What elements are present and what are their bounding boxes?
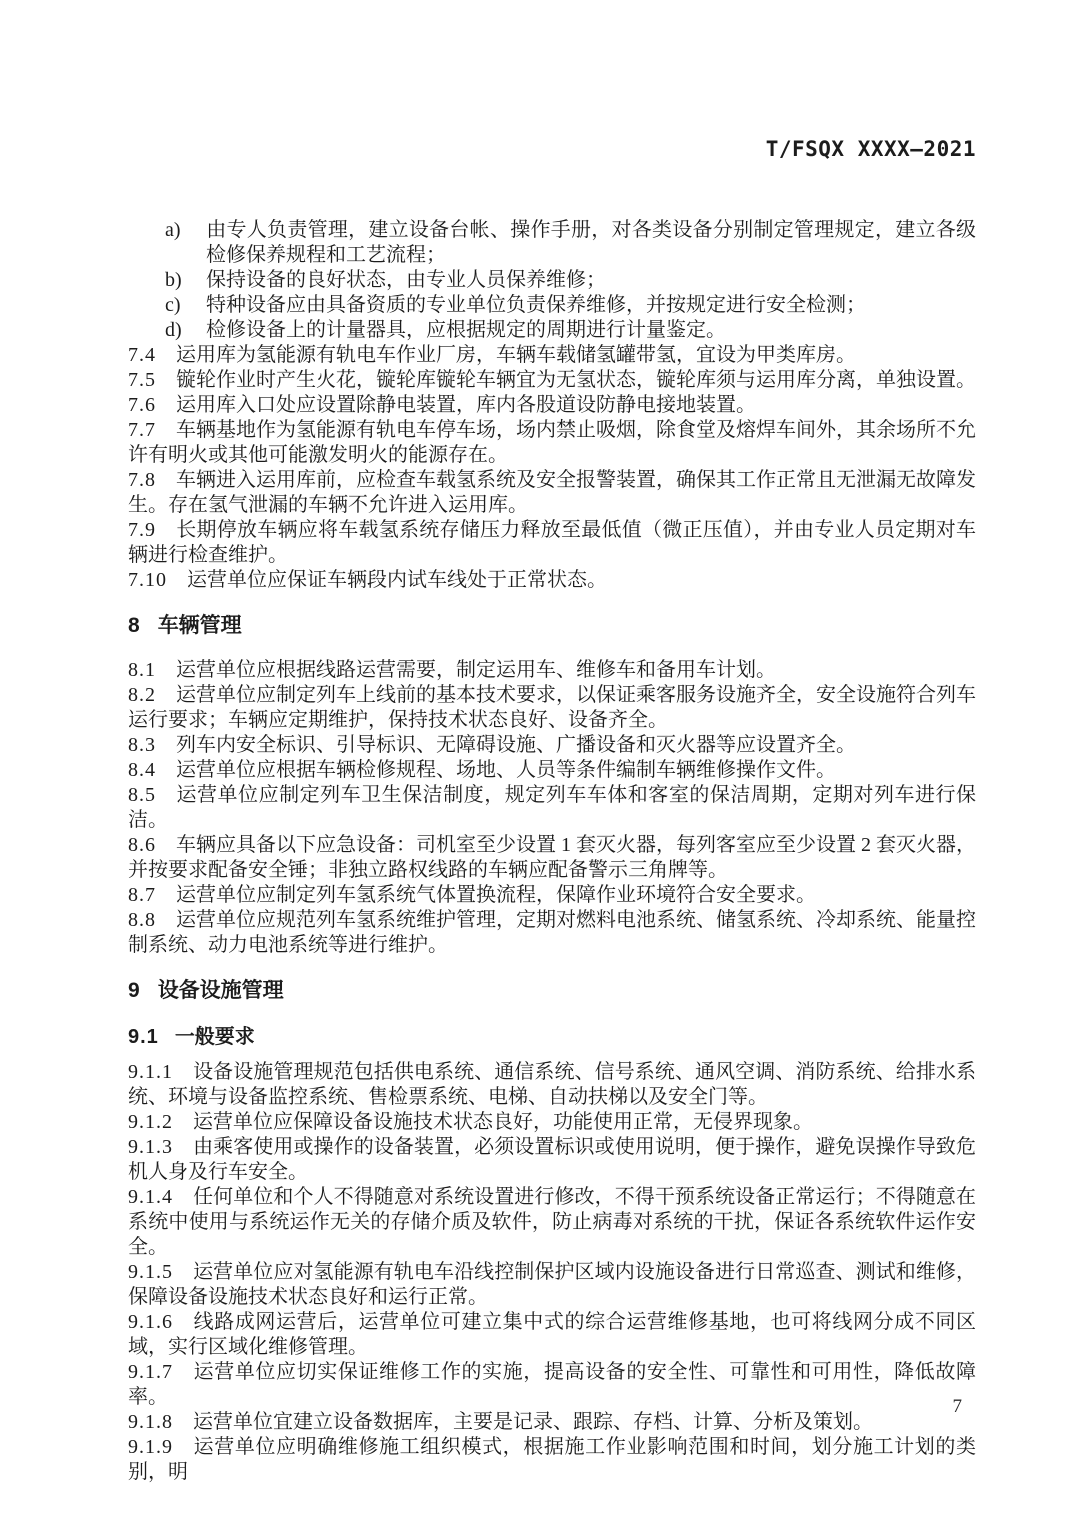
list-item	[128, 318, 976, 343]
page-number: 7	[952, 1396, 962, 1417]
clause-number: 9.1.8	[128, 1411, 173, 1433]
list-item-text: 检修设备上的计量器具，应根据规定的周期进行计量鉴定。	[206, 319, 726, 341]
clause	[128, 1360, 976, 1410]
section-title: 设备设施管理	[157, 979, 284, 1002]
clause-number: 8.5	[128, 784, 156, 806]
clause	[128, 658, 976, 683]
clause-number: 7.7	[128, 419, 156, 441]
subsection-heading-9-1	[128, 1025, 976, 1050]
doc-code: T/FSQX XXXX—2021	[765, 137, 976, 161]
clause-number: 7.9	[128, 519, 156, 541]
clause	[128, 343, 976, 368]
clause	[128, 393, 976, 418]
clause-number: 8.2	[128, 684, 156, 706]
clause	[128, 908, 976, 958]
alpha-list	[128, 218, 976, 343]
clause-number: 7.6	[128, 394, 156, 416]
clause-number: 9.1.3	[128, 1136, 173, 1158]
clause-text: 车辆进入运用库前，应检查车载氢系统及安全报警装置，确保其工作正常且无泄漏无故障发生。存在氢气泄漏的车辆不允许进入运用库。	[128, 469, 976, 516]
clause-number: 8.1	[128, 659, 156, 681]
clause-number: 7.8	[128, 469, 156, 491]
clause-text: 运营单位应制定列车氢系统气体置换流程，保障作业环境符合安全要求。	[176, 884, 816, 906]
clause	[128, 1135, 976, 1185]
list-item-text: 保持设备的良好状态，由专业人员保养维修；	[206, 269, 606, 291]
clause	[128, 883, 976, 908]
clause-text: 运营单位应明确维修施工组织模式，根据施工作业影响范围和时间，划分施工计划的类别，明	[128, 1436, 976, 1483]
clause	[128, 468, 976, 518]
clause-text: 运营单位应保证车辆段内试车线处于正常状态。	[187, 569, 607, 591]
list-item	[128, 293, 976, 318]
clause-text: 车辆基地作为氢能源有轨电车停车场，场内禁止吸烟，除食堂及熔焊车间外，其余场所不允许有明火或其他可能激发明火的能源存在。	[128, 419, 976, 466]
clause	[128, 833, 976, 883]
clause	[128, 1260, 976, 1310]
clause-text: 由乘客使用或操作的设备装置，必须设置标识或使用说明，便于操作，避免误操作导致危机人身及行车安全。	[128, 1136, 976, 1183]
clause-number: 7.10	[128, 569, 167, 591]
clause-text: 运营单位应根据车辆检修规程、场地、人员等条件编制车辆维修操作文件。	[176, 759, 836, 781]
clause-number: 8.3	[128, 734, 156, 756]
clause-text: 车辆应具备以下应急设备：司机室至少设置 1 套灭火器，每列客室应至少设置 2 套灭火器，并按要求配备安全锤；非独立路权线路的车辆应配备警示三角牌等。	[128, 834, 976, 881]
list-item-label: b)	[165, 269, 182, 291]
clause-text: 运营单位应制定列车上线前的基本技术要求，以保证乘客服务设施齐全，安全设施符合列车运行要求；车辆应定期维护，保持技术状态良好、设备齐全。	[128, 684, 976, 731]
clause	[128, 418, 976, 468]
clause-text: 任何单位和个人不得随意对系统设置进行修改，不得干预系统设备正常运行；不得随意在系统中使用与系统运作无关的存储介质及软件，防止病毒对系统的干扰，保证各系统软件运作安全。	[128, 1186, 976, 1258]
clause	[128, 1185, 976, 1260]
clause-text: 镟轮作业时产生火花，镟轮库镟轮车辆宜为无氢状态，镟轮库须与运用库分离，单独设置。	[176, 369, 976, 391]
clause-text: 运营单位应根据线路运营需要，制定运用车、维修车和备用车计划。	[176, 659, 776, 681]
clause-number: 8.4	[128, 759, 156, 781]
clause	[128, 783, 976, 833]
section-heading-9	[128, 978, 976, 1003]
page-content	[128, 218, 976, 1485]
clause-text: 列车内安全标识、引导标识、无障碍设施、广播设备和灭火器等应设置齐全。	[176, 734, 856, 756]
clause-number: 9.1.9	[128, 1436, 173, 1458]
clause-text: 运营单位应对氢能源有轨电车沿线控制保护区域内设施设备进行日常巡查、测试和维修，保障设备设施技术状态良好和运行正常。	[128, 1261, 976, 1308]
subsection-title: 一般要求	[174, 1026, 255, 1048]
clause-text: 运营单位应切实保证维修工作的实施，提高设备的安全性、可靠性和可用性，降低故障率。	[128, 1361, 976, 1408]
clause-text: 运营单位宜建立设备数据库，主要是记录、跟踪、存档、计算、分析及策划。	[193, 1411, 873, 1433]
clause-number: 7.4	[128, 344, 156, 366]
list-item-label: d)	[165, 319, 182, 341]
clause-number: 8.8	[128, 909, 156, 931]
section-heading-8	[128, 613, 976, 638]
clause-number: 9.1.2	[128, 1111, 173, 1133]
clause	[128, 1060, 976, 1110]
clause	[128, 568, 976, 593]
clause	[128, 1110, 976, 1135]
clause-number: 7.5	[128, 369, 156, 391]
clause-text: 长期停放车辆应将车载氢系统存储压力释放至最低值（微正压值），并由专业人员定期对车辆进行检查维护。	[128, 519, 976, 566]
section-number: 8	[128, 614, 140, 637]
clause-number: 9.1.5	[128, 1261, 173, 1283]
list-item-text: 特种设备应由具备资质的专业单位负责保养维修，并按规定进行安全检测；	[206, 294, 866, 316]
list-item-label: c)	[165, 294, 181, 316]
clause	[128, 518, 976, 568]
clause	[128, 1435, 976, 1485]
clause-number: 9.1.6	[128, 1311, 173, 1333]
clause-text: 设备设施管理规范包括供电系统、通信系统、信号系统、通风空调、消防系统、给排水系统、环境与设备监控系统、售检票系统、电梯、自动扶梯以及安全门等。	[128, 1061, 976, 1108]
subsection-number: 9.1	[128, 1026, 159, 1048]
clause-number: 9.1.7	[128, 1361, 173, 1383]
clause	[128, 683, 976, 733]
clause-text: 运用库入口处应设置除静电装置，库内各股道设防静电接地装置。	[176, 394, 756, 416]
list-item	[128, 218, 976, 268]
clause	[128, 368, 976, 393]
clause-text: 运用库为氢能源有轨电车作业厂房，车辆车载储氢罐带氢，宜设为甲类库房。	[176, 344, 856, 366]
clause	[128, 758, 976, 783]
clause-number: 8.7	[128, 884, 156, 906]
clause-text: 运营单位应保障设备设施技术状态良好，功能使用正常，无侵界现象。	[193, 1111, 813, 1133]
clause-number: 9.1.1	[128, 1061, 173, 1083]
section-title: 车辆管理	[157, 614, 242, 637]
clause-text: 运营单位应制定列车卫生保洁制度，规定列车车体和客室的保洁周期，定期对列车进行保洁。	[128, 784, 976, 831]
clause-text: 运营单位应规范列车氢系统维护管理，定期对燃料电池系统、储氢系统、冷却系统、能量控制系统、动力电池系统等进行维护。	[128, 909, 976, 956]
clause-text: 线路成网运营后，运营单位可建立集中式的综合运营维修基地，也可将线网分成不同区域，实行区域化维修管理。	[128, 1311, 976, 1358]
list-item	[128, 268, 976, 293]
list-item-label: a)	[165, 219, 181, 241]
clause	[128, 1310, 976, 1360]
list-item-text: 由专人负责管理，建立设备台帐、操作手册，对各类设备分别制定管理规定，建立各级检修保养规程和工艺流程；	[206, 219, 976, 266]
clause	[128, 1410, 976, 1435]
clause-number: 8.6	[128, 834, 156, 856]
clause-number: 9.1.4	[128, 1186, 173, 1208]
clause	[128, 733, 976, 758]
section-number: 9	[128, 979, 140, 1002]
